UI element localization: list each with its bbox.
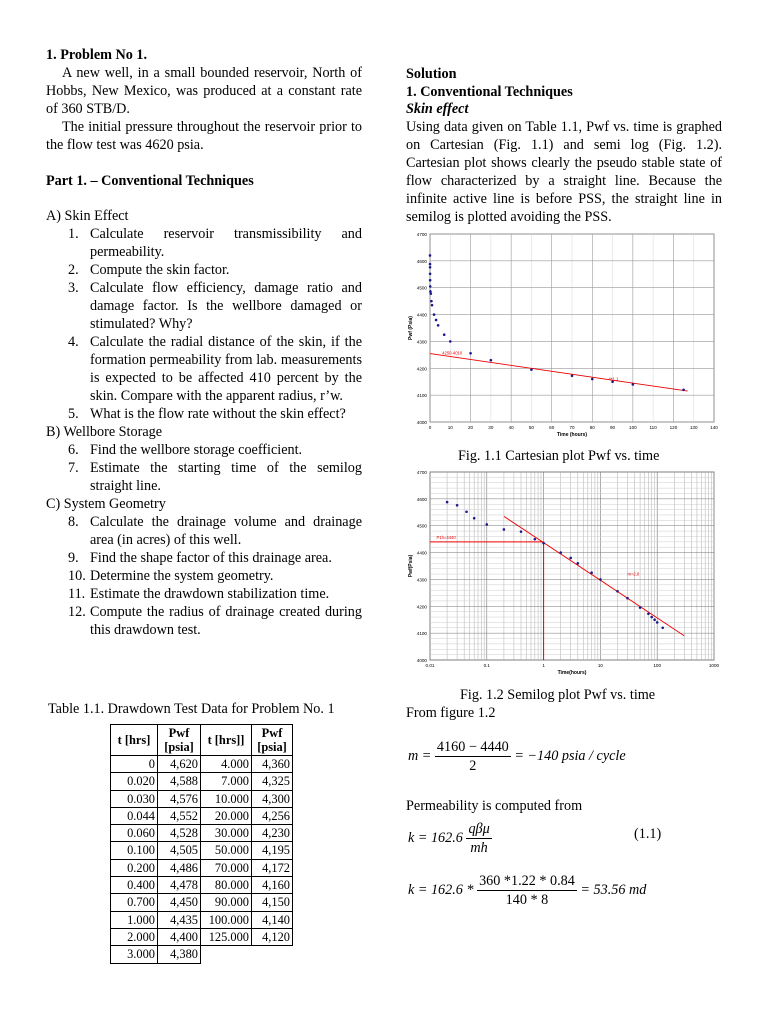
data-point: [650, 616, 653, 619]
data-point: [431, 304, 434, 307]
intro-paragraph-1: A new well, in a small bounded reservoir, North of Hobbs, New Mexico, was produced at a constant rate of 360 STB/D.: [46, 65, 362, 117]
data-point: [599, 578, 602, 581]
chart-annotation: P1h=4440: [436, 535, 456, 541]
table-cell: 4,160: [252, 877, 293, 894]
data-point: [446, 501, 449, 504]
permeability-text: Permeability is computed from: [406, 798, 583, 814]
x-tick-label: 90: [610, 425, 616, 430]
data-point: [653, 618, 656, 621]
data-point: [443, 333, 446, 336]
eq-m-denominator: 2: [469, 758, 477, 774]
x-tick-label: 1000: [708, 663, 720, 668]
x-tick-label: 130: [689, 425, 698, 430]
question-item: 4. Calculate the radial distance of the skin, if the formation permeability from lab. measurements is expected to be affected 410 percent by the skin. Compare with the apparent radius, r’w.: [68, 334, 362, 404]
eq-m-numerator: 4160 − 4440: [436, 739, 509, 755]
slope-equation: [408, 738, 626, 775]
y-tick-label: 4700: [416, 470, 427, 475]
data-point: [520, 530, 523, 533]
x-axis-label: Time(hours): [557, 670, 587, 676]
section-title-b: B) Wellbore Storage: [46, 424, 163, 440]
y-tick-label: 4400: [416, 312, 427, 318]
data-point: [590, 571, 593, 574]
y-tick-label: 4500: [416, 285, 427, 291]
question-item: 2. Compute the skin factor.: [68, 262, 230, 278]
data-point: [571, 375, 574, 378]
table-row: [111, 859, 293, 876]
table-cell: 4,620: [158, 756, 201, 773]
permeability-equation: [408, 820, 492, 857]
data-point: [433, 313, 436, 316]
table-cell: 0.060: [111, 825, 158, 842]
table-cell: 4,380: [158, 946, 201, 963]
data-point: [486, 523, 489, 526]
eq-k2-lhs: k = 162.6 *: [408, 881, 474, 898]
table-cell: 20.000: [201, 807, 252, 824]
x-tick-label: 0: [428, 425, 432, 430]
x-tick-label: 140: [710, 425, 718, 430]
y-tick-label: 4000: [416, 420, 427, 425]
x-tick-label: 100: [629, 425, 637, 430]
figure-1-caption: Fig. 1.1 Cartesian plot Pwf vs. time: [458, 448, 660, 464]
table-cell: 3.000: [111, 946, 158, 963]
table-row: [111, 911, 293, 928]
table-row: [111, 790, 293, 807]
table-cell: 4,360: [252, 756, 293, 773]
table-cell: 50.000: [201, 842, 252, 859]
question-list: [46, 207, 362, 639]
y-tick-label: 4100: [416, 631, 427, 637]
table-cell: [201, 946, 252, 963]
x-tick-label: 120: [669, 425, 678, 430]
data-point: [626, 597, 629, 600]
table-cell: 4,478: [158, 877, 201, 894]
data-point: [576, 562, 579, 565]
table-cell: 80.000: [201, 877, 252, 894]
x-axis-label: Time (hours): [556, 432, 588, 438]
data-point: [542, 542, 545, 545]
eq-k1-numerator: qβμ: [468, 821, 490, 837]
table-header-row: [111, 725, 293, 756]
data-point: [534, 538, 537, 541]
table-cell: 4,528: [158, 825, 201, 842]
data-point: [430, 292, 433, 295]
data-point: [591, 378, 594, 381]
semilog-chart: [406, 468, 720, 680]
y-tick-label: 4700: [416, 232, 427, 237]
table-cell: 0.700: [111, 894, 158, 911]
eq-m-lhs: m =: [408, 747, 432, 764]
section-b-items: [46, 441, 362, 495]
data-point: [656, 621, 659, 624]
header-cell: Pwf [psia]: [252, 725, 293, 756]
data-point: [430, 300, 433, 303]
chart-annotation: 4*1.1: [608, 376, 619, 382]
table-cell: 4,140: [252, 911, 293, 928]
table-cell: 30.000: [201, 825, 252, 842]
intro-paragraph-2: The initial pressure throughout the reservoir prior to the flow test was 4620 psia.: [46, 119, 362, 153]
data-point: [449, 340, 452, 343]
data-point: [639, 606, 642, 609]
x-tick-label: 70: [569, 425, 575, 430]
drawdown-data-table: [110, 724, 293, 964]
solution-heading: Solution: [406, 66, 457, 82]
header-cell: t [hrs]]: [201, 725, 252, 756]
data-point: [503, 528, 506, 531]
data-point: [429, 263, 432, 266]
table-cell: 4,300: [252, 790, 293, 807]
table-row: [111, 773, 293, 790]
section-c-items: [46, 513, 362, 639]
question-item: 12. Compute the radius of drainage created during this drawdown test.: [68, 604, 362, 638]
x-tick-label: 30: [488, 425, 494, 430]
y-tick-label: 4000: [416, 658, 427, 663]
table-row: [111, 894, 293, 911]
y-tick-label: 4600: [416, 496, 427, 502]
x-tick-label: 0.1: [483, 663, 490, 668]
x-tick-label: 0.01: [425, 663, 435, 668]
question-item: 7. Estimate the starting time of the semilog straight line.: [68, 460, 362, 494]
chart-annotation: m=2,0: [627, 571, 640, 577]
eq-m-rhs: = −140 psia / cycle: [514, 747, 626, 764]
y-tick-label: 4400: [416, 550, 427, 556]
section-title-c: C) System Geometry: [46, 496, 166, 512]
table-cell: [252, 946, 293, 963]
table-cell: 125.000: [201, 928, 252, 945]
table-cell: 4,505: [158, 842, 201, 859]
y-tick-label: 4200: [416, 366, 427, 372]
from-figure-text: From figure 1.2: [406, 705, 496, 721]
y-tick-label: 4200: [416, 604, 427, 610]
table-row: [111, 877, 293, 894]
question-item: 11. Estimate the drawdown stabilization time.: [68, 586, 330, 602]
table-cell: 4,150: [252, 894, 293, 911]
problem-heading: 1. Problem No 1.: [46, 47, 148, 63]
table-row: [111, 756, 293, 773]
data-point: [473, 517, 476, 520]
data-point: [429, 266, 432, 269]
x-tick-label: 10: [597, 663, 603, 668]
table-cell: 0.200: [111, 859, 158, 876]
table-cell: 4,230: [252, 825, 293, 842]
table-row: [111, 842, 293, 859]
section-title-a: A) Skin Effect: [46, 208, 129, 224]
table-cell: 4,486: [158, 859, 201, 876]
question-item: 6. Find the wellbore storage coefficient.: [68, 442, 303, 458]
table-body: [111, 756, 293, 964]
x-tick-label: 40: [508, 425, 514, 430]
data-point: [456, 504, 459, 507]
data-point: [469, 352, 472, 355]
table-row: [111, 928, 293, 945]
data-point: [429, 254, 432, 257]
table-cell: 0: [111, 756, 158, 773]
table-cell: 10.000: [201, 790, 252, 807]
question-item: 3. Calculate flow efficiency, damage ratio and damage factor. Is the wellbore damaged or stimulated? Why?: [68, 280, 362, 332]
plot-area: [430, 472, 714, 660]
table-cell: 90.000: [201, 894, 252, 911]
data-point: [429, 279, 432, 282]
table-cell: 4,120: [252, 928, 293, 945]
table-cell: 4,435: [158, 911, 201, 928]
data-point: [661, 626, 664, 629]
data-point: [632, 383, 635, 386]
question-item: 8. Calculate the drainage volume and drainage area (in acres) of this well.: [68, 514, 362, 548]
x-tick-label: 50: [528, 425, 534, 430]
table-row: [111, 946, 293, 963]
header-cell: Pwf [psia]: [158, 725, 201, 756]
table-row: [111, 825, 293, 842]
table-cell: 4,325: [252, 773, 293, 790]
table-cell: 0.020: [111, 773, 158, 790]
data-point: [429, 285, 432, 288]
solution-paragraph: Using data given on Table 1.1, Pwf vs. time is graphed on Cartesian (Fig. 1.1) and semi log (Fig. 1.2). Cartesian plot shows clearly the pseudo stable state of flow characterized by a straight line. Because the infinite active line is before PSS, the straight line in semilog is plotted avoiding the PSS.: [406, 119, 722, 225]
table-cell: 0.044: [111, 807, 158, 824]
table-cell: 4,172: [252, 859, 293, 876]
data-point: [682, 388, 685, 391]
figure-2-caption: Fig. 1.2 Semilog plot Pwf vs. time: [460, 687, 656, 703]
x-tick-label: 10: [447, 425, 453, 430]
skin-effect-heading: Skin effect: [406, 101, 469, 117]
table-cell: 0.100: [111, 842, 158, 859]
eq-k2-denominator: 140 * 8: [505, 892, 549, 908]
eq-k2-rhs: = 53.56 md: [580, 881, 647, 898]
header-cell: t [hrs]: [111, 725, 158, 756]
y-tick-label: 4100: [416, 393, 427, 399]
y-tick-label: 4600: [416, 258, 427, 264]
table-cell: 70.000: [201, 859, 252, 876]
part-heading: Part 1. – Conventional Techniques: [46, 173, 254, 189]
question-item: 9. Find the shape factor of this drainage area.: [68, 550, 332, 566]
table-cell: 2.000: [111, 928, 158, 945]
cartesian-chart: [406, 230, 720, 442]
table-cell: 4,576: [158, 790, 201, 807]
equation-tag: (1.1): [634, 826, 662, 842]
data-point: [490, 359, 493, 362]
table-cell: 7.000: [201, 773, 252, 790]
table-cell: 4,400: [158, 928, 201, 945]
y-tick-label: 4300: [416, 339, 427, 345]
table-cell: 4,256: [252, 807, 293, 824]
y-tick-label: 4500: [416, 523, 427, 529]
data-point: [647, 613, 650, 616]
data-point: [437, 324, 440, 327]
permeability-result-equation: [408, 872, 646, 909]
table-cell: 1.000: [111, 911, 158, 928]
x-tick-label: 60: [549, 425, 555, 430]
data-point: [569, 557, 572, 560]
table-cell: 4,552: [158, 807, 201, 824]
y-axis-label: Pwf(Psia): [408, 554, 414, 578]
data-point: [530, 368, 533, 371]
data-point: [616, 590, 619, 593]
data-point: [465, 510, 468, 513]
y-axis-label: Pwf (Psia): [408, 316, 414, 340]
x-tick-label: 100: [653, 663, 662, 668]
table-cell: 4.000: [201, 756, 252, 773]
question-item: 1. Calculate reservoir transmissibility and permeability.: [68, 226, 362, 260]
x-tick-label: 80: [589, 425, 595, 430]
x-tick-label: 110: [649, 425, 657, 430]
data-point: [429, 272, 432, 275]
question-item: 10. Determine the system geometry.: [68, 568, 274, 584]
chart-annotation: 4250-4010: [442, 350, 463, 356]
eq-k2-numerator: 360 *1.22 * 0.84: [479, 873, 575, 889]
table-cell: 100.000: [201, 911, 252, 928]
table-cell: 0.400: [111, 877, 158, 894]
section-a-items: [46, 225, 362, 423]
y-tick-label: 4300: [416, 577, 427, 583]
table-cell: 0.030: [111, 790, 158, 807]
table-row: [111, 807, 293, 824]
data-point: [435, 319, 438, 322]
table-cell: 4,588: [158, 773, 201, 790]
question-item: 5. What is the flow rate without the skin effect?: [68, 406, 346, 422]
x-tick-label: 20: [468, 425, 474, 430]
data-point: [429, 290, 432, 293]
x-tick-label: 1: [542, 663, 545, 668]
eq-k1-denominator: mh: [470, 840, 488, 856]
table-caption: Table 1.1. Drawdown Test Data for Problem No. 1: [48, 701, 335, 717]
conventional-heading: 1. Conventional Techniques: [406, 84, 573, 100]
data-point: [559, 551, 562, 554]
table-cell: 4,450: [158, 894, 201, 911]
eq-k1-lhs: k = 162.6: [408, 829, 463, 846]
table-cell: 4,195: [252, 842, 293, 859]
